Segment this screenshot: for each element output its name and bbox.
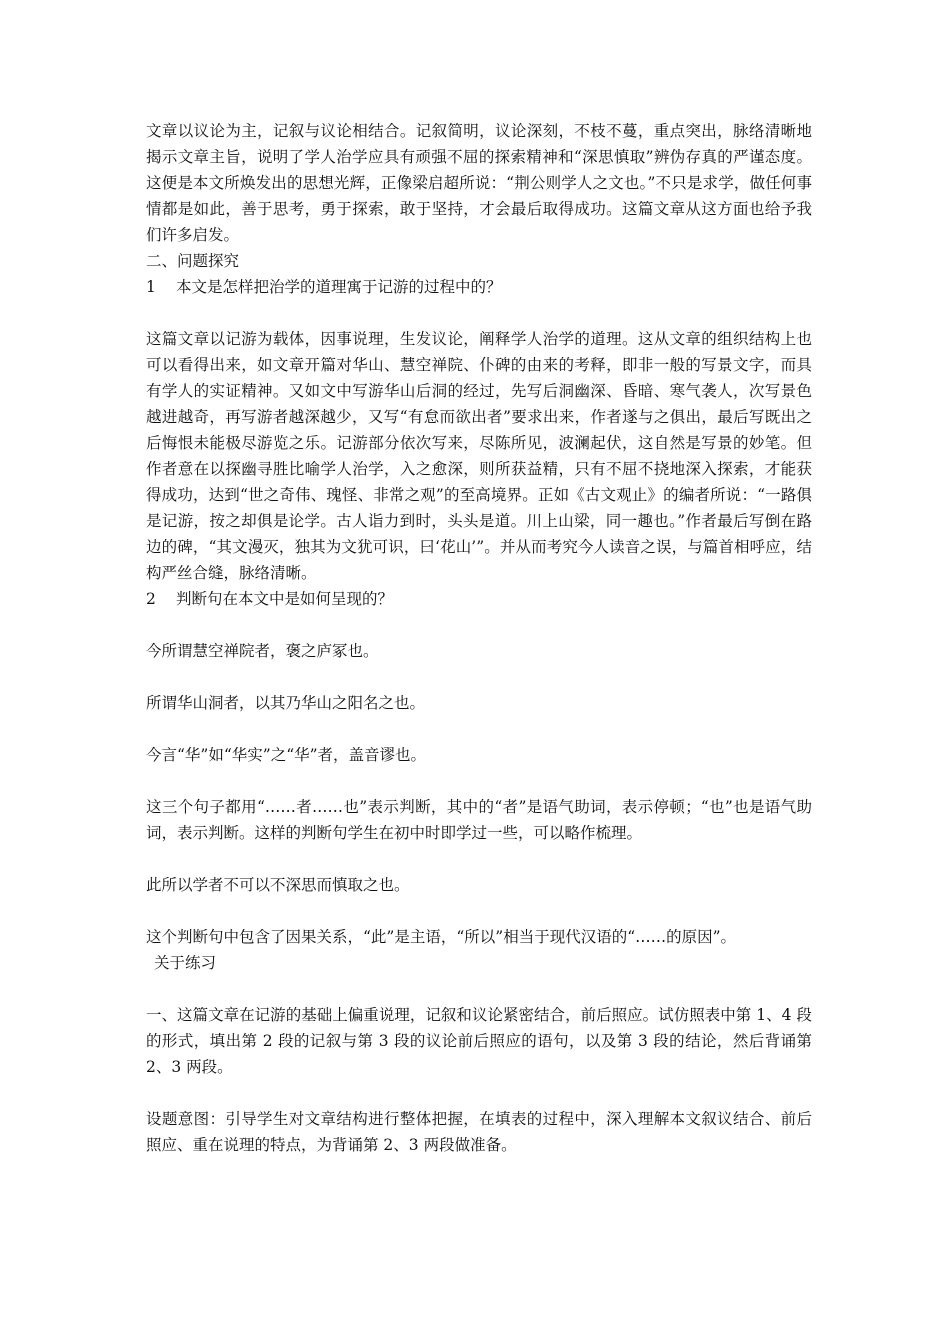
question-1 [146, 274, 812, 300]
example-sentence-2: 所谓华山洞者，以其乃华山之阳名之也。 [146, 694, 426, 712]
exercise-task-paragraph: 一、这篇文章在记游的基础上偏重说理，记叙和议论紧密结合，前后照应。试仿照表中第 1、4 段的形式，填出第 2 段的记叙与第 3 段的议论前后照应的语句，以及第 3 段的结论，然后背诵第 2、3 两段。 [146, 1006, 812, 1076]
answer-3-paragraph: 这个判断句中包含了因果关系，“此”是主语，“所以”相当于现代汉语的“……的原因”。 [146, 928, 737, 946]
intro-paragraph: 文章以议论为主，记叙与议论相结合。记叙简明，议论深刻，不枝不蔓，重点突出，脉络清晰地揭示文章主旨，说明了学人治学应具有顽强不屈的探索精神和“深思慎取”辨伪存真的严谨态度。这便是本文所焕发出的思想光辉，正像梁启超所说：“荆公则学人之文也。”不只是求学，做任何事情都是如此，善于思考，勇于探索，敢于坚持，才会最后取得成功。这篇文章从这方面也给予我们许多启发。 [146, 122, 812, 244]
example-sentence-1: 今所谓慧空禅院者，褒之庐冢也。 [146, 642, 379, 660]
question-2 [146, 586, 812, 612]
answer-2-paragraph: 这三个句子都用“……者……也”表示判断，其中的“者”是语气助词，表示停顿；“也”也是语气助词，表示判断。这样的判断句学生在初中时即学过一些，可以略作梳理。 [146, 798, 812, 842]
answer-1-paragraph: 这篇文章以记游为载体，因事说理，生发议论，阐释学人治学的道理。这从文章的组织结构上也可以看得出来，如文章开篇对华山、慧空禅院、仆碑的由来的考释，即非一般的写景文字，而具有学人的实证精神。又如文中写游华山后洞的经过，先写后洞幽深、昏暗、寒气袭人，次写景色越进越奇，再写游者越深越少，又写“有怠而欲出者”要求出来，作者遂与之俱出，最后写既出之后悔恨未能极尽游览之乐。记游部分依次写来，尽陈所见，波澜起伏，这自然是写景的妙笔。但作者意在以探幽寻胜比喻学人治学，入之愈深，则所获益精，只有不屈不挠地深入探索，才能获得成功，达到“世之奇伟、瑰怪、非常之观”的至高境界。正如《古文观止》的编者所说：“一路俱是记游，按之却俱是论学。古人诣力到时，头头是道。川上山梁，同一趣也。”作者最后写倒在路边的碑，“其文漫灭，独其为文犹可识，曰‘花山’”。并从而考究今人读音之误，与篇首相呼应，结构严丝合缝，脉络清晰。 [146, 330, 812, 582]
question-2-text: 判断句在本文中是如何呈现的？ [176, 590, 394, 608]
example-sentence-3: 今言“华”如“华实”之“华”者，盖音谬也。 [146, 746, 427, 764]
document-page [146, 118, 812, 1158]
example-sentence-4: 此所以学者不可以不深思而慎取之也。 [146, 876, 410, 894]
section-heading-inquiry: 二、问题探究 [146, 252, 240, 270]
practice-heading: 关于练习 [154, 954, 217, 972]
design-intent-paragraph: 设题意图：引导学生对文章结构进行整体把握，在填表的过程中，深入理解本文叙议结合、前后照应、重在说理的特点，为背诵第 2、3 两段做准备。 [146, 1110, 812, 1154]
question-2-number: 2 [146, 590, 156, 608]
question-1-number: 1 [146, 278, 156, 296]
question-1-text: 本文是怎样把治学的道理寓于记游的过程中的？ [176, 278, 502, 296]
